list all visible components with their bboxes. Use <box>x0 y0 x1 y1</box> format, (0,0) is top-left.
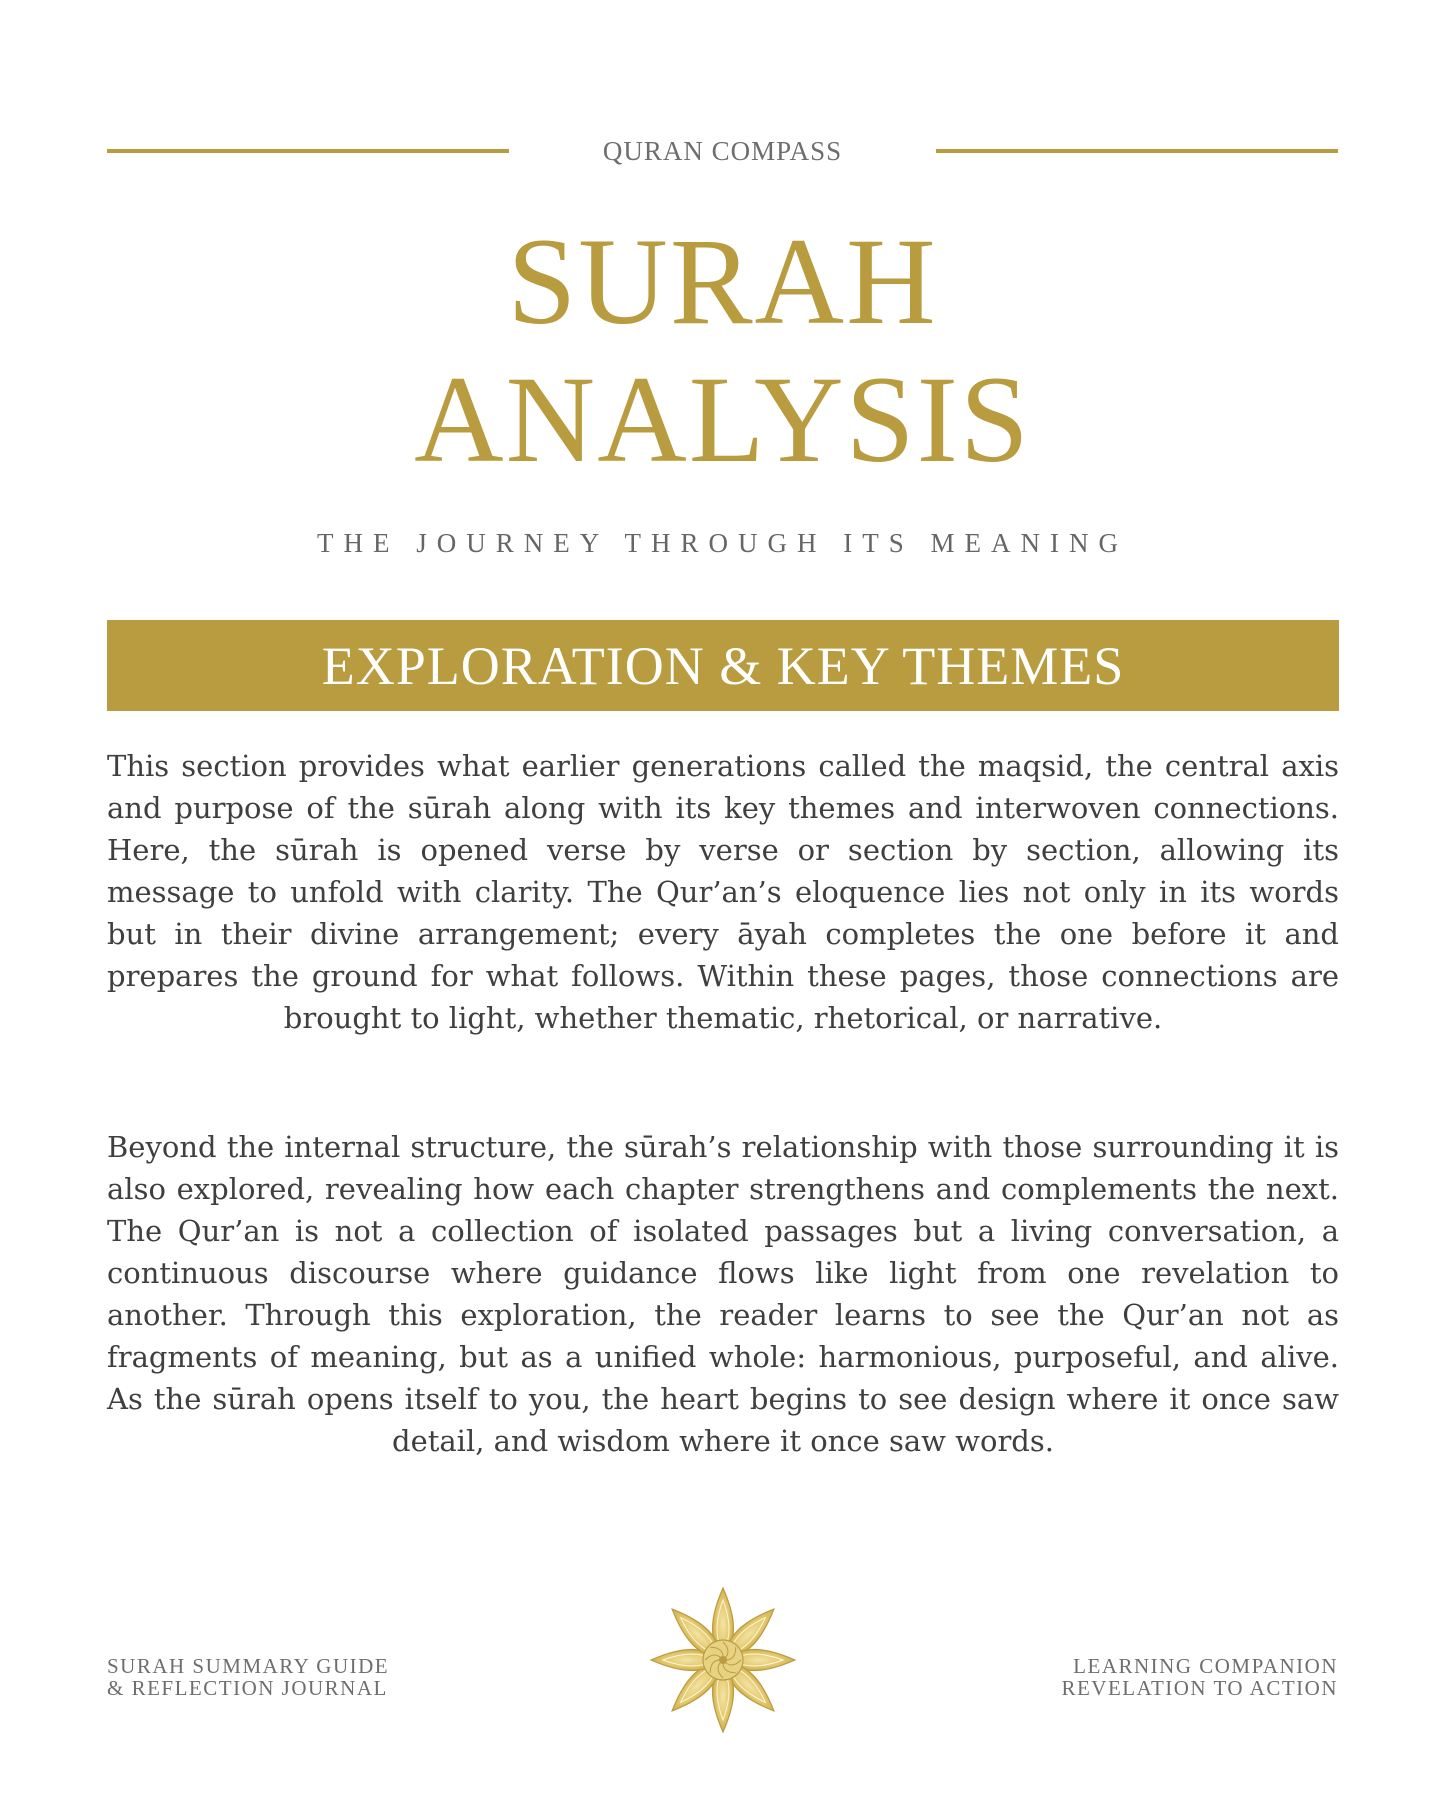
subtitle: THE JOURNEY THROUGH ITS MEANING <box>317 528 1128 558</box>
body-paragraph-1: This section provides what earlier generations called the maqsid, the central axis and purpose of the sūrah along with its key themes and interwoven connections. Here, the sūrah is opened verse by verse or section by section, allowing its message to unfold with clarity. The Qur’an’s eloquence lies not only in its words but in their divine arrangement; every āyah completes the one before it and prepares the ground for what follows. Within these pages, those connections are brought to light, whether thematic, rhetorical, or narrative. <box>107 749 1339 1035</box>
brand-name: QURAN COMPASS <box>602 136 843 166</box>
section-heading: EXPLORATION & KEY THEMES <box>321 635 1125 696</box>
body-paragraph-2: Beyond the internal structure, the sūrah’s relationship with those surrounding it is also explored, revealing how each chapter strengthens and complements the next. The Qur’an is not a collection of isolated passages but a living conversation, a continuous discourse where guidance flows like light from one revelation to another. Through this exploration, the reader learns to see the Qur’an not as fragments of meaning, but as a unified whole: harmonious, purposeful, and alive. As the sūrah opens itself to you, the heart begins to see design where it once saw detail, and wisdom where it once saw words. <box>107 1130 1339 1458</box>
title-line-1: SURAH <box>507 213 938 350</box>
footer-right-line-2: REVELATION TO ACTION <box>1061 1676 1338 1700</box>
footer-right <box>1061 1655 1338 1699</box>
section-banner <box>107 620 1339 711</box>
footer-left-line-2: & REFLECTION JOURNAL <box>107 1676 388 1700</box>
header-rule-left <box>107 149 509 153</box>
title-line-2: ANALYSIS <box>414 351 1031 488</box>
footer-right-line-1: LEARNING COMPANION <box>1073 1654 1338 1678</box>
header-rule-right <box>936 149 1338 153</box>
eight-point-star-emblem-icon <box>648 1585 798 1735</box>
footer-left-line-1: SURAH SUMMARY GUIDE <box>107 1654 390 1678</box>
footer-left <box>107 1655 389 1699</box>
